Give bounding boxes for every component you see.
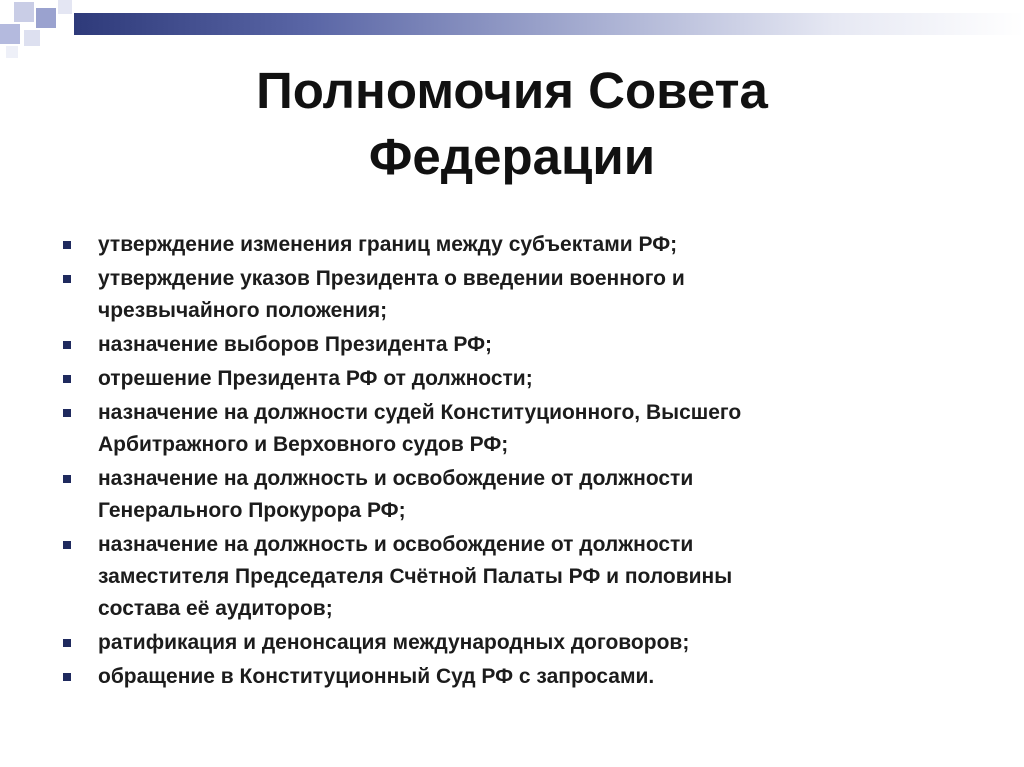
item-text-line: назначение выборов Президента РФ; xyxy=(98,333,493,356)
list-item xyxy=(60,627,960,659)
item-text-line: назначение на должности судей Конституционного, Высшего xyxy=(98,401,742,424)
item-text-line: назначение на должность и освобождение от должности xyxy=(98,533,694,556)
item-text-line: чрезвычайного положения; xyxy=(98,299,388,322)
square-bullet-icon xyxy=(63,341,71,349)
list-item xyxy=(60,463,960,527)
item-text-line: Генерального Прокурора РФ; xyxy=(98,499,406,522)
title-line: Полномочия Совета xyxy=(256,62,768,119)
decorative-squares xyxy=(0,0,80,60)
header-gradient-bar xyxy=(74,13,1024,35)
list-item xyxy=(60,529,960,625)
square-bullet-icon xyxy=(63,241,71,249)
list-item xyxy=(60,263,960,327)
item-text-line: обращение в Конституционный Суд РФ с запросами. xyxy=(98,665,655,688)
square-bullet-icon xyxy=(63,275,71,283)
square-bullet-icon xyxy=(63,639,71,647)
list-item xyxy=(60,363,960,395)
square-bullet-icon xyxy=(63,375,71,383)
square-bullet-icon xyxy=(63,409,71,417)
item-text-line: ратификация и денонсация международных договоров; xyxy=(98,631,690,654)
list-item xyxy=(60,661,960,693)
item-text-line: Арбитражного и Верховного судов РФ; xyxy=(98,433,509,456)
list-item xyxy=(60,397,960,461)
list-item xyxy=(60,229,960,261)
item-text-line: заместителя Председателя Счётной Палаты РФ и половины xyxy=(98,565,733,588)
powers-list xyxy=(60,229,960,695)
square-bullet-icon xyxy=(63,475,71,483)
item-text-line: состава её аудиторов; xyxy=(98,597,333,620)
square-bullet-icon xyxy=(63,541,71,549)
list-item xyxy=(60,329,960,361)
item-text-line: назначение на должность и освобождение от должности xyxy=(98,467,694,490)
item-text-line: отрешение Президента РФ от должности; xyxy=(98,367,533,390)
item-text-line: утверждение изменения границ между субъектами РФ; xyxy=(98,233,678,256)
square-bullet-icon xyxy=(63,673,71,681)
slide-title xyxy=(60,58,964,190)
item-text-line: утверждение указов Президента о введении военного и xyxy=(98,267,685,290)
title-line: Федерации xyxy=(368,128,656,185)
